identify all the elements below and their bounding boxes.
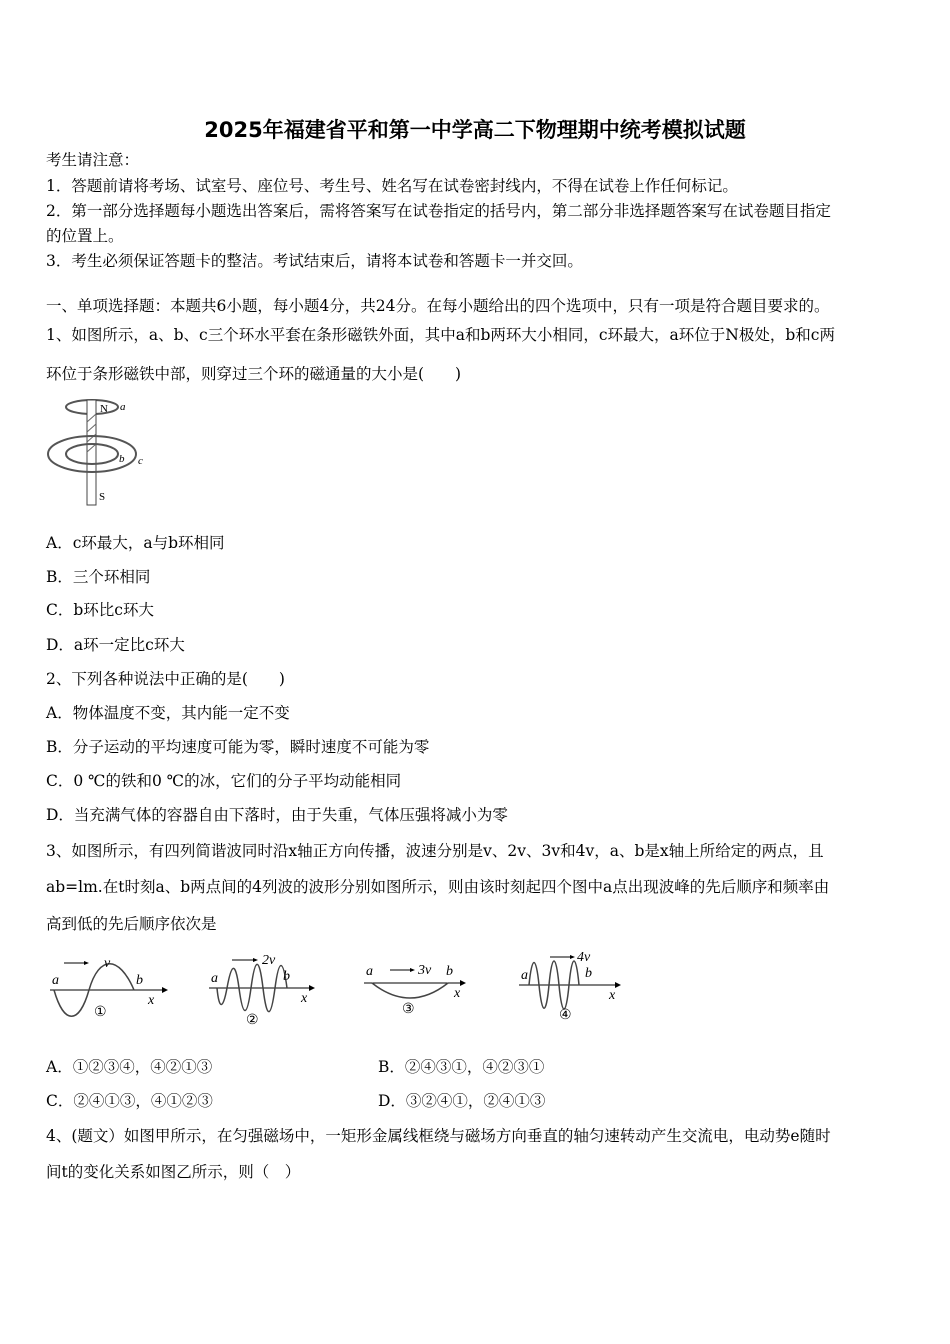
q3-option-c: C．②④①③，④①②③ (46, 1092, 213, 1110)
svg-text:③: ③ (402, 1002, 415, 1017)
svg-text:c: c (138, 455, 143, 467)
q3-option-a: A．①②③④，④②①③ (46, 1058, 213, 1076)
svg-text:②: ② (246, 1013, 259, 1028)
wave-figure-4 (515, 945, 635, 1025)
q3-stem: 高到低的先后顺序依次是 (46, 915, 217, 933)
q1-stem: 环位于条形磁铁中部，则穿过三个环的磁通量的大小是( ) (46, 365, 462, 383)
notice-item: 的位置上。 (46, 227, 124, 245)
q2-option-b: B．分子运动的平均速度可能为零，瞬时速度不可能为零 (46, 738, 430, 756)
q3-option-b: B．②④③①，④②③① (378, 1058, 545, 1076)
q2-stem: 2、下列各种说法中正确的是( ) (46, 670, 285, 688)
svg-text:N: N (100, 403, 108, 415)
svg-text:a: a (120, 401, 126, 413)
svg-text:①: ① (94, 1005, 107, 1020)
svg-text:b: b (136, 973, 143, 988)
q1-option-b: B．三个环相同 (46, 568, 151, 586)
wave-figure-3 (360, 955, 480, 1025)
svg-text:a: a (211, 971, 218, 986)
notice-item: 3．考生必须保证答题卡的整洁。考试结束后，请将本试卷和答题卡一并交回。 (46, 252, 583, 270)
svg-text:4v: 4v (577, 950, 591, 965)
q1-option-a: A．c环最大，a与b环相同 (46, 534, 225, 552)
svg-text:S: S (99, 491, 106, 503)
svg-text:a: a (521, 968, 528, 983)
svg-text:3v: 3v (418, 963, 432, 978)
svg-text:a: a (366, 964, 373, 979)
q1-option-c: C．b环比c环大 (46, 601, 154, 619)
svg-text:v: v (104, 956, 111, 971)
svg-text:b: b (283, 969, 290, 984)
notice-item: 1．答题前请将考场、试室号、座位号、考生号、姓名写在试卷密封线内，不得在试卷上作任何标记。 (46, 177, 738, 195)
svg-text:x: x (609, 988, 616, 1003)
svg-text:a: a (52, 973, 59, 988)
svg-text:2v: 2v (262, 953, 276, 968)
svg-text:b: b (446, 964, 453, 979)
svg-text:x: x (454, 986, 461, 1001)
q3-stem: ab=lm.在t时刻a、b两点间的4列波的波形分别如图所示，则由该时刻起四个图中a点出现波峰的先后顺序和频率由 (46, 878, 830, 896)
section-heading: 一、单项选择题：本题共6小题，每小题4分，共24分。在每小题给出的四个选项中，只有一项是符合题目要求的。 (46, 297, 830, 315)
q1-stem: 1、如图所示，a、b、c三个环水平套在条形磁铁外面，其中a和b两环大小相同，c环最大，a环位于N极处，b和c两 (46, 326, 835, 344)
svg-text:b: b (119, 453, 125, 465)
q2-option-c: C．0 ℃的铁和0 ℃的冰，它们的分子平均动能相同 (46, 772, 402, 790)
svg-text:b: b (585, 966, 592, 981)
svg-text:x: x (301, 991, 308, 1006)
q1-option-d: D．a环一定比c环大 (46, 636, 185, 654)
q3-stem: 3、如图所示，有四列简谐波同时沿x轴正方向传播，波速分别是v、2v、3v和4v，a、b是x轴上所给定的两点，且 (46, 842, 824, 860)
q3-option-d: D．③②④①，②④①③ (378, 1092, 546, 1110)
svg-text:x: x (148, 993, 155, 1008)
q2-option-a: A．物体温度不变，其内能一定不变 (46, 704, 290, 722)
page-title: 2025年福建省平和第一中学高二下物理期中统考模拟试题 (204, 118, 746, 142)
q2-option-d: D．当充满气体的容器自由下落时，由于失重，气体压强将减小为零 (46, 806, 508, 824)
notice-item: 2．第一部分选择题每小题选出答案后，需将答案写在试卷指定的括号内，第二部分非选择题答案写在试卷题目指定 (46, 202, 831, 220)
wave-figure-2 (205, 950, 325, 1030)
wave-figure-1 (44, 950, 169, 1025)
q1-magnet-figure (44, 392, 164, 510)
q4-stem: 间t的变化关系如图乙所示，则（ ） (46, 1163, 301, 1181)
notice-heading: 考生请注意： (46, 151, 140, 169)
q4-stem: 4、(题文）如图甲所示，在匀强磁场中，一矩形金属线框绕与磁场方向垂直的轴匀速转动产生交流电，电动势e随时 (46, 1127, 831, 1145)
svg-text:④: ④ (559, 1008, 572, 1023)
